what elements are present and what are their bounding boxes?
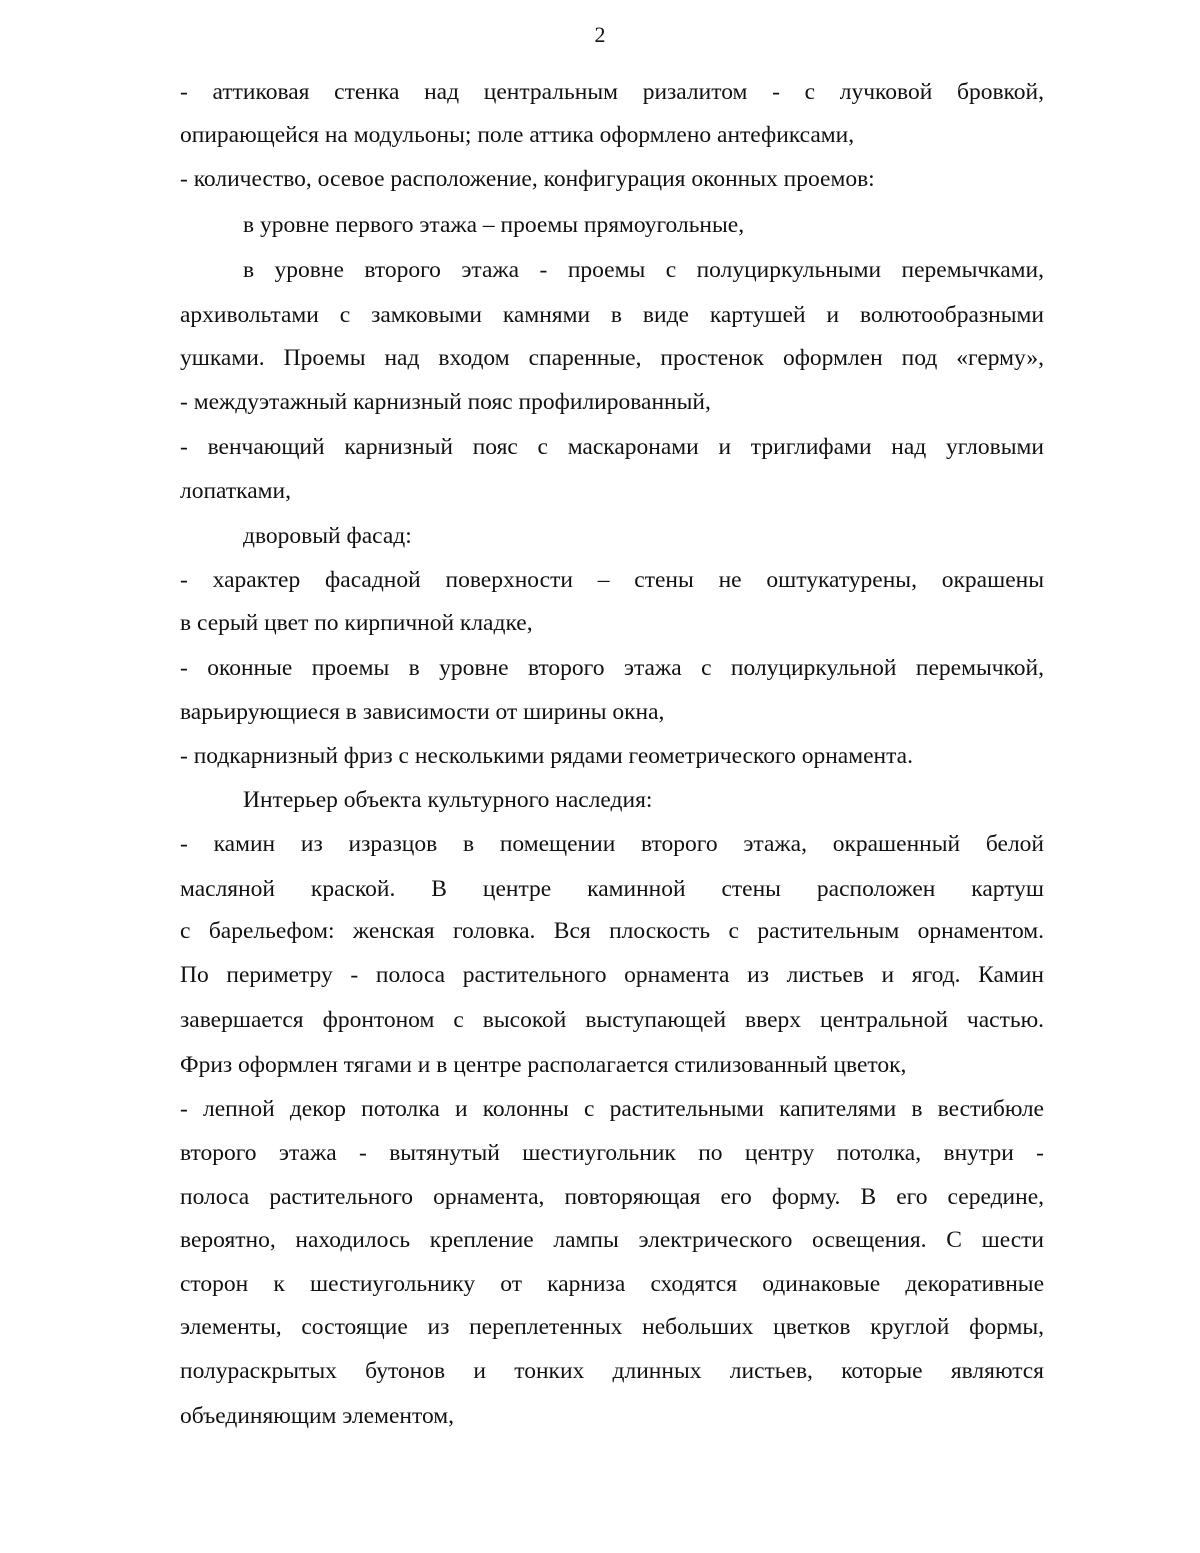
text-line: - характер фасадной поверхности – стены не оштукатурены, окрашены — [180, 567, 1044, 593]
text-line: - оконные проемы в уровне второго этажа с полуциркульной перемычкой, — [180, 655, 1044, 681]
text-line: Интерьер объекта культурного наследия: — [243, 787, 653, 813]
text-line: варьирующиеся в зависимости от ширины окна, — [180, 699, 665, 725]
text-line: лопатками, — [180, 478, 291, 504]
text-line: - венчающий карнизный пояс с маскаронами и триглифами над угловыми — [180, 434, 1044, 460]
text-line: дворовый фасад: — [243, 523, 412, 549]
text-line: объединяющим элементом, — [180, 1403, 454, 1429]
text-line: - количество, осевое расположение, конфигурация оконных проемов: — [180, 166, 875, 192]
text-line: - камин из изразцов в помещении второго этажа, окрашенный белой — [180, 831, 1044, 857]
text-line: в уровне второго этажа - проемы с полуциркульными перемычками, — [243, 257, 1044, 283]
text-line: второго этажа - вытянутый шестиугольник по центру потолка, внутри - — [180, 1140, 1044, 1166]
text-line: Фриз оформлен тягами и в центре располагается стилизованный цветок, — [180, 1052, 907, 1078]
text-line: полоса растительного орнамента, повторяющая его форму. В его середине, — [180, 1184, 1044, 1210]
text-line: завершается фронтоном с высокой выступающей вверх центральной частью. — [180, 1007, 1044, 1033]
text-line: сторон к шестиугольнику от карниза сходятся одинаковые декоративные — [180, 1271, 1044, 1297]
text-line: - подкарнизный фриз с несколькими рядами геометрического орнамента. — [180, 743, 913, 769]
text-line: - лепной декор потолка и колонны с растительными капителями в вестибюле — [180, 1096, 1044, 1122]
text-line: архивольтами с замковыми камнями в виде картушей и волютообразными — [180, 302, 1044, 328]
text-line: в серый цвет по кирпичной кладке, — [180, 610, 533, 636]
page-number: 2 — [594, 22, 606, 47]
text-line: опирающейся на модульоны; поле аттика оформлено антефиксами, — [180, 122, 855, 148]
text-line: - междуэтажный карнизный пояс профилированный, — [180, 389, 711, 415]
text-line: в уровне первого этажа – проемы прямоугольные, — [243, 212, 745, 238]
text-line: масляной краской. В центре каминной стены расположен картуш — [180, 876, 1044, 902]
text-line: вероятно, находилось крепление лампы электрического освещения. С шести — [180, 1227, 1044, 1253]
text-line: По периметру - полоса растительного орнамента из листьев и ягод. Камин — [180, 962, 1044, 988]
text-line: ушками. Проемы над входом спаренные, простенок оформлен под «герму», — [180, 345, 1044, 371]
text-line: элементы, состоящие из переплетенных небольших цветков круглой формы, — [180, 1314, 1044, 1340]
text-line: полураскрытых бутонов и тонких длинных листьев, которые являются — [180, 1358, 1044, 1384]
text-line: - аттиковая стенка над центральным ризалитом - с лучковой бровкой, — [180, 79, 1044, 105]
text-line: с барельефом: женская головка. Вся плоскость с растительным орнаментом. — [180, 918, 1044, 944]
